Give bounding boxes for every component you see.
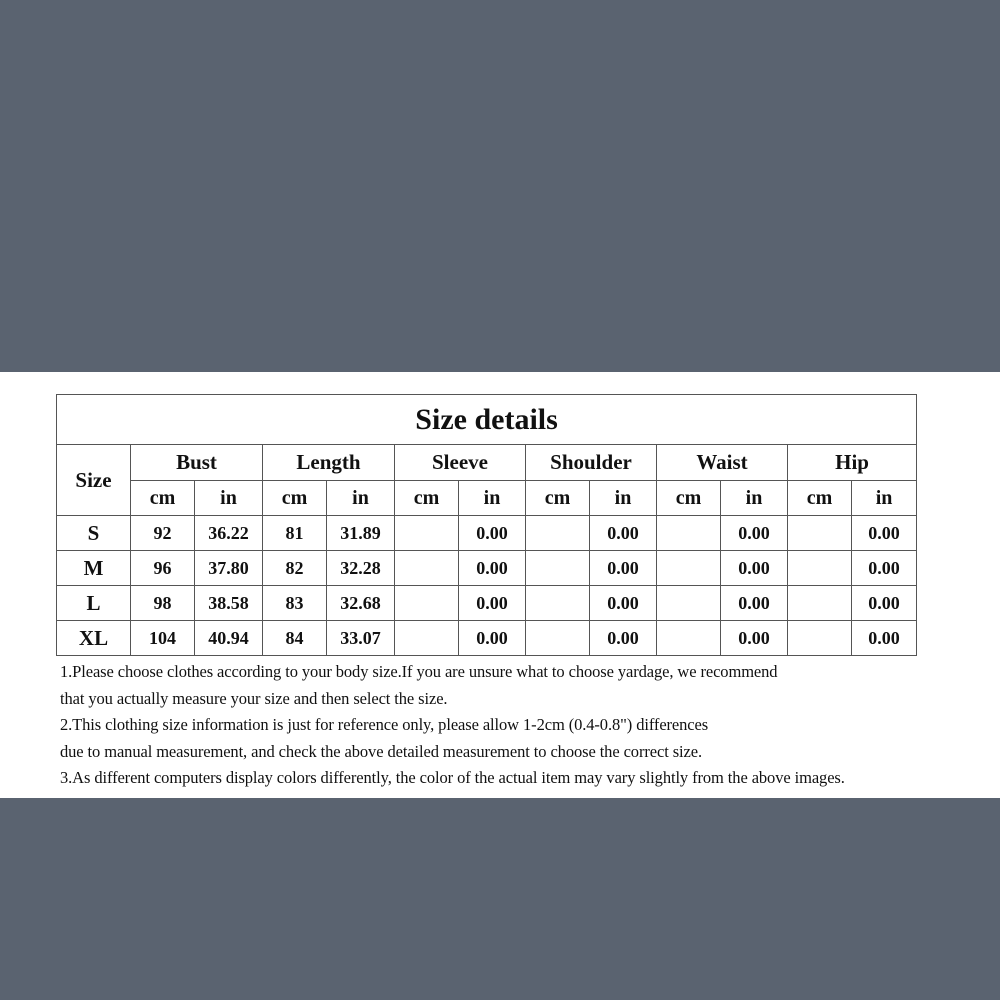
sleeve-in-cell: 0.00 (459, 621, 526, 656)
unit-header-cm: cm (263, 481, 327, 516)
shoulder-in-cell: 0.00 (590, 516, 657, 551)
unit-header-cm: cm (526, 481, 590, 516)
group-header-sleeve: Sleeve (395, 445, 526, 481)
waist-cm-cell (657, 586, 721, 621)
length-cm-cell: 81 (263, 516, 327, 551)
length-cm-cell: 84 (263, 621, 327, 656)
bottom-gray-band (0, 798, 1000, 1000)
table-row (57, 621, 917, 656)
shoulder-cm-cell (526, 621, 590, 656)
table-row (57, 516, 917, 551)
size-notes (60, 659, 980, 792)
length-in-cell: 31.89 (327, 516, 395, 551)
sleeve-in-cell: 0.00 (459, 516, 526, 551)
length-in-cell: 33.07 (327, 621, 395, 656)
group-header-length: Length (263, 445, 395, 481)
hip-in-cell: 0.00 (852, 586, 917, 621)
shoulder-in-cell: 0.00 (590, 586, 657, 621)
size-label: L (57, 586, 131, 621)
hip-cm-cell (788, 586, 852, 621)
bust-cm-cell: 96 (131, 551, 195, 586)
note-line: 2.This clothing size information is just for reference only, please allow 1-2cm (0.4-0.8") differences (60, 715, 709, 734)
hip-in-cell: 0.00 (852, 551, 917, 586)
sleeve-in-cell: 0.00 (459, 586, 526, 621)
waist-cm-cell (657, 621, 721, 656)
sleeve-in-cell: 0.00 (459, 551, 526, 586)
unit-header-cm: cm (788, 481, 852, 516)
bust-cm-cell: 98 (131, 586, 195, 621)
hip-cm-cell (788, 516, 852, 551)
sleeve-cm-cell (395, 516, 459, 551)
bust-in-cell: 36.22 (195, 516, 263, 551)
shoulder-cm-cell (526, 516, 590, 551)
group-header-waist: Waist (657, 445, 788, 481)
hip-in-cell: 0.00 (852, 621, 917, 656)
unit-header-in: in (721, 481, 788, 516)
shoulder-in-cell: 0.00 (590, 551, 657, 586)
length-cm-cell: 82 (263, 551, 327, 586)
waist-cm-cell (657, 516, 721, 551)
unit-header-in: in (459, 481, 526, 516)
size-chart-sheet (0, 372, 1000, 798)
unit-header-cm: cm (395, 481, 459, 516)
size-label: S (57, 516, 131, 551)
note-line: due to manual measurement, and check the above detailed measurement to choose the correct size. (60, 741, 702, 761)
waist-in-cell: 0.00 (721, 516, 788, 551)
unit-header-in: in (590, 481, 657, 516)
group-header-bust: Bust (131, 445, 263, 481)
waist-cm-cell (657, 551, 721, 586)
size-column-header: Size (57, 445, 131, 516)
note-line: 3.As different computers display colors differently, the color of the actual item may vary slightly from the above images. (60, 768, 845, 787)
waist-in-cell: 0.00 (721, 551, 788, 586)
shoulder-in-cell: 0.00 (590, 621, 657, 656)
bust-in-cell: 37.80 (195, 551, 263, 586)
waist-in-cell: 0.00 (721, 586, 788, 621)
size-table (56, 394, 917, 656)
table-row (57, 586, 917, 621)
group-header-hip: Hip (788, 445, 917, 481)
unit-header-in: in (327, 481, 395, 516)
note-line: that you actually measure your size and then select the size. (60, 688, 448, 708)
top-gray-band (0, 0, 1000, 372)
hip-cm-cell (788, 551, 852, 586)
length-in-cell: 32.68 (327, 586, 395, 621)
shoulder-cm-cell (526, 586, 590, 621)
size-label: M (57, 551, 131, 586)
shoulder-cm-cell (526, 551, 590, 586)
unit-header-in: in (195, 481, 263, 516)
sleeve-cm-cell (395, 586, 459, 621)
bust-cm-cell: 104 (131, 621, 195, 656)
unit-header-cm: cm (131, 481, 195, 516)
size-label: XL (57, 621, 131, 656)
hip-cm-cell (788, 621, 852, 656)
bust-in-cell: 40.94 (195, 621, 263, 656)
table-row (57, 551, 917, 586)
bust-cm-cell: 92 (131, 516, 195, 551)
length-in-cell: 32.28 (327, 551, 395, 586)
unit-header-in: in (852, 481, 917, 516)
waist-in-cell: 0.00 (721, 621, 788, 656)
unit-header-cm: cm (657, 481, 721, 516)
note-line: 1.Please choose clothes according to your body size.If you are unsure what to choose yardage, we recommend (60, 662, 778, 681)
sleeve-cm-cell (395, 551, 459, 586)
sleeve-cm-cell (395, 621, 459, 656)
group-header-shoulder: Shoulder (526, 445, 657, 481)
hip-in-cell: 0.00 (852, 516, 917, 551)
bust-in-cell: 38.58 (195, 586, 263, 621)
table-title: Size details (57, 395, 917, 445)
length-cm-cell: 83 (263, 586, 327, 621)
